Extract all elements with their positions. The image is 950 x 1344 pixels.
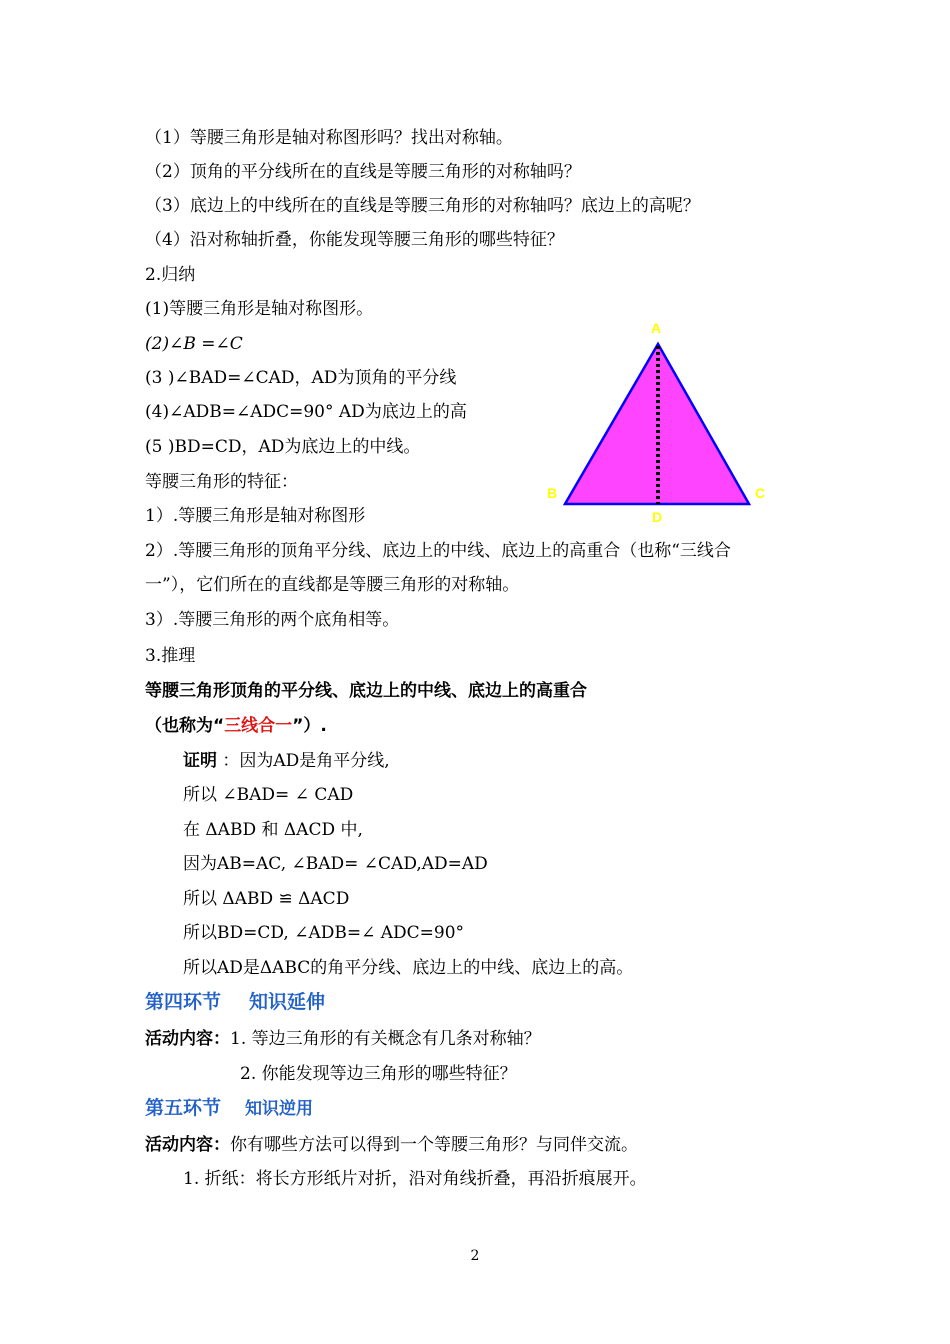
aka-suffix: ”）. [292,716,327,736]
feature-3: 3）.等腰三角形的两个底角相等。 [145,610,400,630]
question-1: （1）等腰三角形是轴对称图形吗？找出对称轴。 [145,128,513,148]
proof-first: ：因为AD是角平分线, [217,751,390,771]
section5-heading [145,1096,313,1121]
proof-line-2: 在 ΔABD 和 ΔACD 中, [183,820,363,840]
label-b: B [547,485,558,501]
reasoning-heading: 3.推理 [145,646,196,666]
aka-prefix: （也称为“ [145,716,225,736]
proof-line-3: 因为AB=AC, ∠BAD= ∠CAD,AD=AD [183,854,488,874]
section4-activity-label: 活动内容： [145,1029,230,1049]
isosceles-triangle-figure [545,318,775,528]
section5-activity-label: 活动内容： [145,1135,230,1155]
summary-item-3: (3 )∠BAD=∠CAD，AD为顶角的平分线 [145,368,457,388]
question-2: （2）顶角的平分线所在的直线是等腰三角形的对称轴吗？ [145,162,581,182]
section5-activity-text: 你有哪些方法可以得到一个等腰三角形？与同伴交流。 [230,1135,638,1155]
theorem-aka [145,714,327,738]
question-4: （4）沿对称轴折叠，你能发现等腰三角形的哪些特征？ [145,230,564,250]
section4-activity-2: 2. 你能发现等边三角形的哪些特征？ [240,1064,517,1084]
proof-label: 证明 [183,751,217,771]
label-a: A [651,320,662,336]
summary-heading: 2.归纳 [145,265,196,285]
section5-step-1: 1. 折纸：将长方形纸片对折，沿对角线折叠，再沿折痕展开。 [183,1169,647,1189]
section5-subtitle: 知识逆用 [245,1099,314,1119]
label-c: C [755,485,766,501]
theorem-statement: 等腰三角形顶角的平分线、底边上的中线、底边上的高重合 [145,681,587,701]
summary-item-5: (5 )BD=CD，AD为底边上的中线。 [145,437,421,457]
features-heading: 等腰三角形的特征： [145,472,298,492]
page-number: 2 [470,1248,480,1264]
feature-1: 1）.等腰三角形是轴对称图形 [145,506,366,526]
section5-activity [145,1133,638,1157]
proof-line-5: 所以BD=CD, ∠ADB=∠ ADC=90° [183,923,465,943]
proof-line-1: 所以 ∠BAD= ∠ CAD [183,785,354,805]
summary-item-1: (1)等腰三角形是轴对称图形。 [145,299,374,319]
section5-title: 第五环节 [145,1097,222,1119]
feature-2-line-1: 2）.等腰三角形的顶角平分线、底边上的中线、底边上的高重合（也称“三线合 [145,541,731,561]
section4-activity [145,1027,541,1051]
summary-item-4: (4)∠ADB=∠ADC=90° AD为底边上的高 [145,402,467,422]
feature-2-line-2: 一”），它们所在的直线都是等腰三角形的对称轴。 [145,575,520,595]
section4-activity-1: 1. 等边三角形的有关概念有几条对称轴？ [230,1029,541,1049]
proof-line-6: 所以AD是ΔABC的角平分线、底边上的中线、底边上的高。 [183,958,634,978]
aka-highlight: 三线合一 [224,716,293,736]
summary-item-2: (2)∠B =∠C [145,334,243,354]
proof-line-0 [183,749,390,773]
section4-heading [145,990,325,1014]
question-3: （3）底边上的中线所在的直线是等腰三角形的对称轴吗？底边上的高呢？ [145,196,700,216]
label-d: D [652,509,663,525]
section4-subtitle: 知识延伸 [249,991,326,1013]
section4-title: 第四环节 [145,991,222,1013]
proof-line-4: 所以 ΔABD ≌ ΔACD [183,889,350,909]
